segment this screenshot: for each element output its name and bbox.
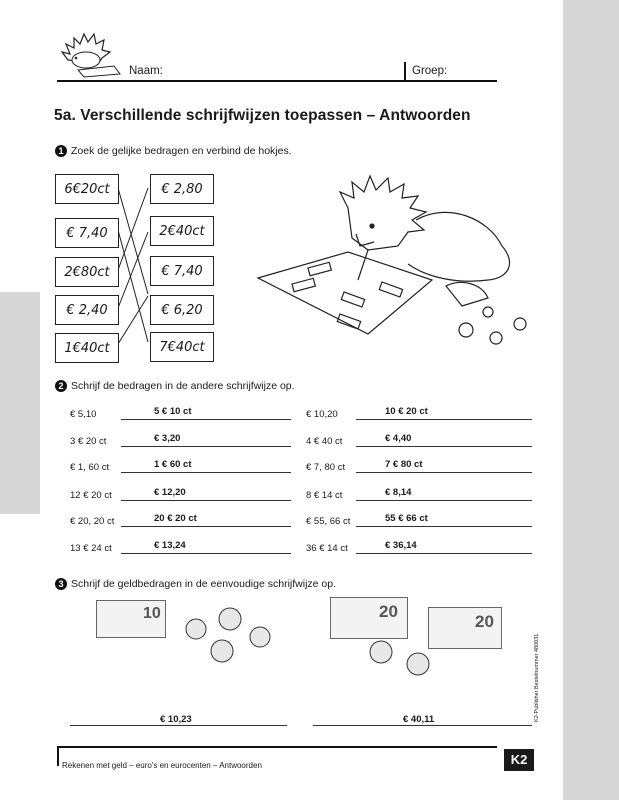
right-answer-4: € 8,14 bbox=[385, 487, 412, 498]
right-question-1: € 10,20 bbox=[306, 409, 338, 420]
left-answer-2: € 3,20 bbox=[154, 433, 181, 444]
group-label: Groep: bbox=[412, 65, 448, 77]
left-answer-line-5 bbox=[121, 526, 291, 527]
exercise-3-line-right bbox=[313, 725, 532, 726]
right-card-2: 2€40ct bbox=[150, 216, 214, 246]
left-answer-5: 20 € 20 ct bbox=[154, 513, 197, 524]
right-question-6: 36 € 14 ct bbox=[306, 543, 348, 554]
page-title: 5a. Verschillende schrijfwijzen toepassen – Antwoorden bbox=[54, 107, 471, 124]
header-divider bbox=[404, 62, 406, 81]
hedgehog-illustration bbox=[248, 168, 538, 348]
header-rule bbox=[57, 80, 497, 82]
left-question-3: € 1, 60 ct bbox=[70, 462, 110, 473]
left-card-1: 6€20ct bbox=[55, 174, 119, 204]
name-label: Naam: bbox=[129, 65, 163, 77]
right-answer-5: 55 € 66 ct bbox=[385, 513, 428, 524]
coins-right bbox=[368, 638, 434, 678]
right-card-1: € 2,80 bbox=[150, 174, 214, 204]
left-question-2: 3 € 20 ct bbox=[70, 436, 107, 447]
left-answer-line-1 bbox=[121, 419, 291, 420]
right-answer-line-3 bbox=[356, 472, 532, 473]
right-answer-line-6 bbox=[356, 553, 532, 554]
right-card-5: 7€40ct bbox=[150, 332, 214, 362]
exercise-3-answer-left: € 10,23 bbox=[160, 714, 192, 725]
banknote-10-value: 10 bbox=[143, 605, 161, 622]
left-answer-line-6 bbox=[121, 553, 291, 554]
left-answer-line-2 bbox=[121, 446, 291, 447]
right-card-3: € 7,40 bbox=[150, 256, 214, 286]
page-tab bbox=[0, 292, 40, 514]
left-question-6: 13 € 24 ct bbox=[70, 543, 112, 554]
left-question-4: 12 € 20 ct bbox=[70, 490, 112, 501]
left-question-1: € 5,10 bbox=[70, 409, 97, 420]
hedgehog-icon bbox=[58, 30, 124, 78]
left-answer-line-3 bbox=[121, 472, 291, 473]
exercise-3-number: 3 bbox=[55, 578, 67, 590]
exercise-1-instruction: Zoek de gelijke bedragen en verbind de hokjes. bbox=[71, 145, 292, 157]
exercise-3-line-left bbox=[70, 725, 287, 726]
coins-left bbox=[178, 605, 274, 667]
banknote-10 bbox=[96, 600, 166, 638]
page-sidebar bbox=[563, 0, 619, 800]
right-answer-line-2 bbox=[356, 446, 532, 447]
left-answer-3: 1 € 60 ct bbox=[154, 459, 192, 470]
right-answer-3: 7 € 80 ct bbox=[385, 459, 423, 470]
left-answer-1: 5 € 10 ct bbox=[154, 406, 192, 417]
right-question-2: 4 € 40 ct bbox=[306, 436, 343, 447]
left-answer-line-4 bbox=[121, 500, 291, 501]
left-card-3: 2€80ct bbox=[55, 257, 119, 287]
footer-rule bbox=[57, 746, 497, 748]
right-answer-line-5 bbox=[356, 526, 532, 527]
right-question-3: € 7, 80 ct bbox=[306, 462, 346, 473]
banknote-20-first bbox=[330, 597, 408, 639]
left-answer-6: € 13,24 bbox=[154, 540, 186, 551]
banknote-20-first-value: 20 bbox=[379, 602, 398, 621]
exercise-1-number: 1 bbox=[55, 145, 67, 157]
exercise-3-instruction: Schrijf de geldbedragen in de eenvoudige schrijfwijze op. bbox=[71, 578, 337, 590]
right-answer-line-4 bbox=[356, 500, 532, 501]
left-card-4: € 2,40 bbox=[55, 295, 119, 325]
right-answer-1: 10 € 20 ct bbox=[385, 406, 428, 417]
left-card-2: € 7,40 bbox=[55, 218, 119, 248]
right-answer-2: € 4,40 bbox=[385, 433, 412, 444]
right-answer-line-1 bbox=[356, 419, 532, 420]
exercise-2-instruction: Schrijf de bedragen in de andere schrijfwijze op. bbox=[71, 380, 295, 392]
right-question-5: € 55, 66 ct bbox=[306, 516, 351, 527]
left-card-5: 1€40ct bbox=[55, 333, 119, 363]
exercise-3-answer-right: € 40,11 bbox=[403, 714, 435, 725]
banknote-20-second-value: 20 bbox=[475, 612, 494, 631]
publisher-logo: K2 bbox=[504, 749, 534, 771]
footer-text: Rekenen met geld – euro's en eurocenten – Antwoorden bbox=[62, 761, 262, 770]
footer-divider bbox=[57, 746, 59, 766]
right-card-4: € 6,20 bbox=[150, 295, 214, 325]
right-answer-6: € 36,14 bbox=[385, 540, 417, 551]
right-question-4: 8 € 14 ct bbox=[306, 490, 343, 501]
banknote-20-second bbox=[428, 607, 502, 649]
exercise-2-number: 2 bbox=[55, 380, 67, 392]
publisher-vertical-text: K2-Publisher Bestelnummer 480031 bbox=[534, 633, 540, 722]
left-answer-4: € 12,20 bbox=[154, 487, 186, 498]
left-question-5: € 20, 20 ct bbox=[70, 516, 115, 527]
